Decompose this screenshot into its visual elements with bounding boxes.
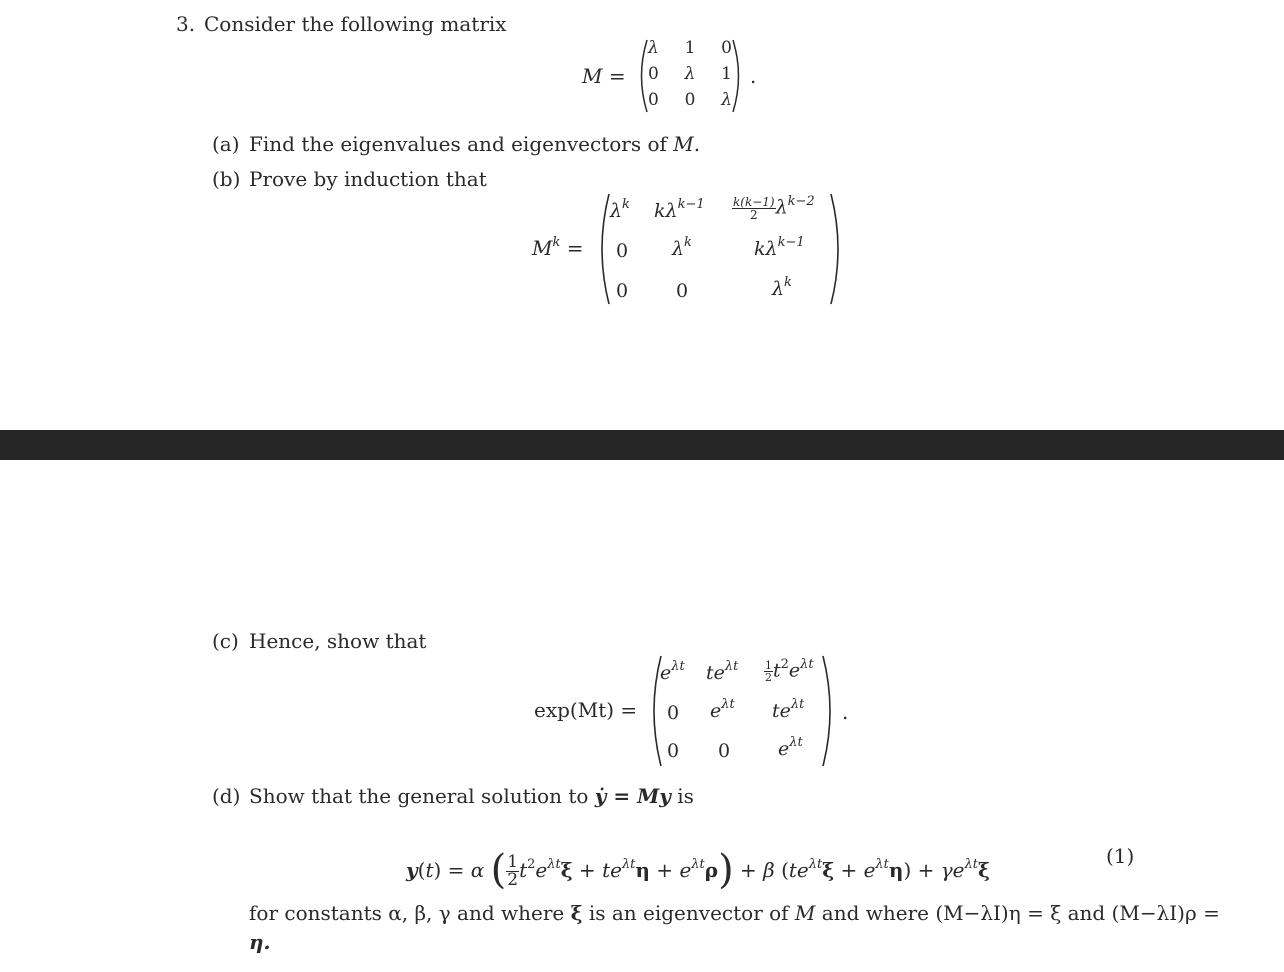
page-separator-bar — [0, 430, 1284, 460]
part-d-text: Show that the general solution to ẏ = My is — [249, 784, 694, 808]
part-d-continuation-end: η. — [249, 930, 271, 954]
matrix-exp-period: . — [842, 700, 849, 724]
matrix-mk-cell: $\frac{k(k-1)}{2}$ $\lambda^{k-2}$ — [733, 193, 815, 222]
part-c-label: (c) — [212, 629, 239, 653]
question-intro: Consider the following matrix — [204, 12, 507, 36]
matrix-mk-cell: 0 — [616, 280, 629, 302]
matrix-exp-cell: $te^{\lambda t}$ — [706, 659, 739, 684]
matrix-mk-cell: $\lambda^k$ — [610, 197, 630, 222]
matrix-mk-cell: 0 — [676, 280, 689, 302]
matrix-exp-lhs: exp(Mt) = — [534, 698, 638, 722]
general-solution-equation: y(t) = α ( $\frac{1}{2}$ $t^2e^{\lambda t}\xi + te^{\lambda t}\eta + e^{\lambda t}\rho) + \beta$ $(te^{\lambda t}\xi + e^{\lambda t}\eta) + \gamma e^{\lambda t}\xi$ — [406, 847, 990, 893]
part-c-text: Hence, show that — [249, 629, 427, 653]
matrix-mk-cell: $k\lambda^{k-1}$ — [654, 197, 705, 222]
part-d-continuation: for constants α, β, γ and where ξ is an eigenvector of M and where (M−λI)η = ξ and (M−λI)ρ = — [249, 901, 1220, 925]
part-a-label: (a) — [212, 132, 240, 156]
matrix-exp-cell: $te^{\lambda t}$ — [772, 697, 805, 722]
matrix-exp-cell: 0 — [667, 702, 680, 724]
matrix-m-cell: 1 — [721, 64, 732, 84]
matrix-m-cell: 1 — [684, 38, 696, 58]
matrix-m-cell: 0 — [684, 90, 696, 110]
matrix-m-body — [648, 40, 732, 118]
matrix-m-lhs: M = — [582, 64, 626, 88]
part-a-text: Find the eigenvalues and eigenvectors of M. — [249, 132, 701, 156]
matrix-m-cell: 0 — [648, 90, 659, 110]
matrix-mk-cell: $k\lambda^{k-1}$ — [754, 235, 805, 260]
question-number: 3. — [176, 12, 196, 36]
matrix-m-cell: λ — [648, 38, 659, 58]
matrix-mk-cell: 0 — [616, 240, 629, 262]
matrix-m-right-paren — [730, 38, 746, 114]
part-d-label: (d) — [212, 784, 241, 808]
matrix-m-cell: 0 — [721, 38, 732, 58]
matrix-m-cell: 0 — [648, 64, 659, 84]
matrix-exp-cell: $e^{\lambda t}$ — [778, 735, 803, 760]
matrix-m-period: . — [750, 64, 757, 88]
matrix-exp-cell: $\frac{1}{2}$ $t^2e^{\lambda t}$ — [765, 656, 814, 684]
matrix-mk-cell: $\lambda^k$ — [772, 275, 792, 300]
matrix-m-cell: λ — [721, 90, 732, 110]
part-b-label: (b) — [212, 167, 241, 191]
matrix-m-cell: λ — [684, 64, 696, 84]
matrix-exp-cell: $e^{\lambda t}$ — [710, 697, 735, 722]
matrix-exp-right-paren — [820, 654, 838, 768]
part-b-text: Prove by induction that — [249, 167, 487, 191]
matrix-mk-right-paren — [828, 192, 846, 306]
matrix-exp-cell: $e^{\lambda t}$ — [660, 659, 685, 684]
matrix-mk-cell: $\lambda^k$ — [672, 235, 692, 260]
matrix-exp-cell: 0 — [667, 740, 680, 762]
matrix-exp-cell: 0 — [718, 740, 731, 762]
equation-number: (1) — [1106, 844, 1135, 868]
matrix-mk-lhs: $M^k$ = — [532, 235, 584, 260]
